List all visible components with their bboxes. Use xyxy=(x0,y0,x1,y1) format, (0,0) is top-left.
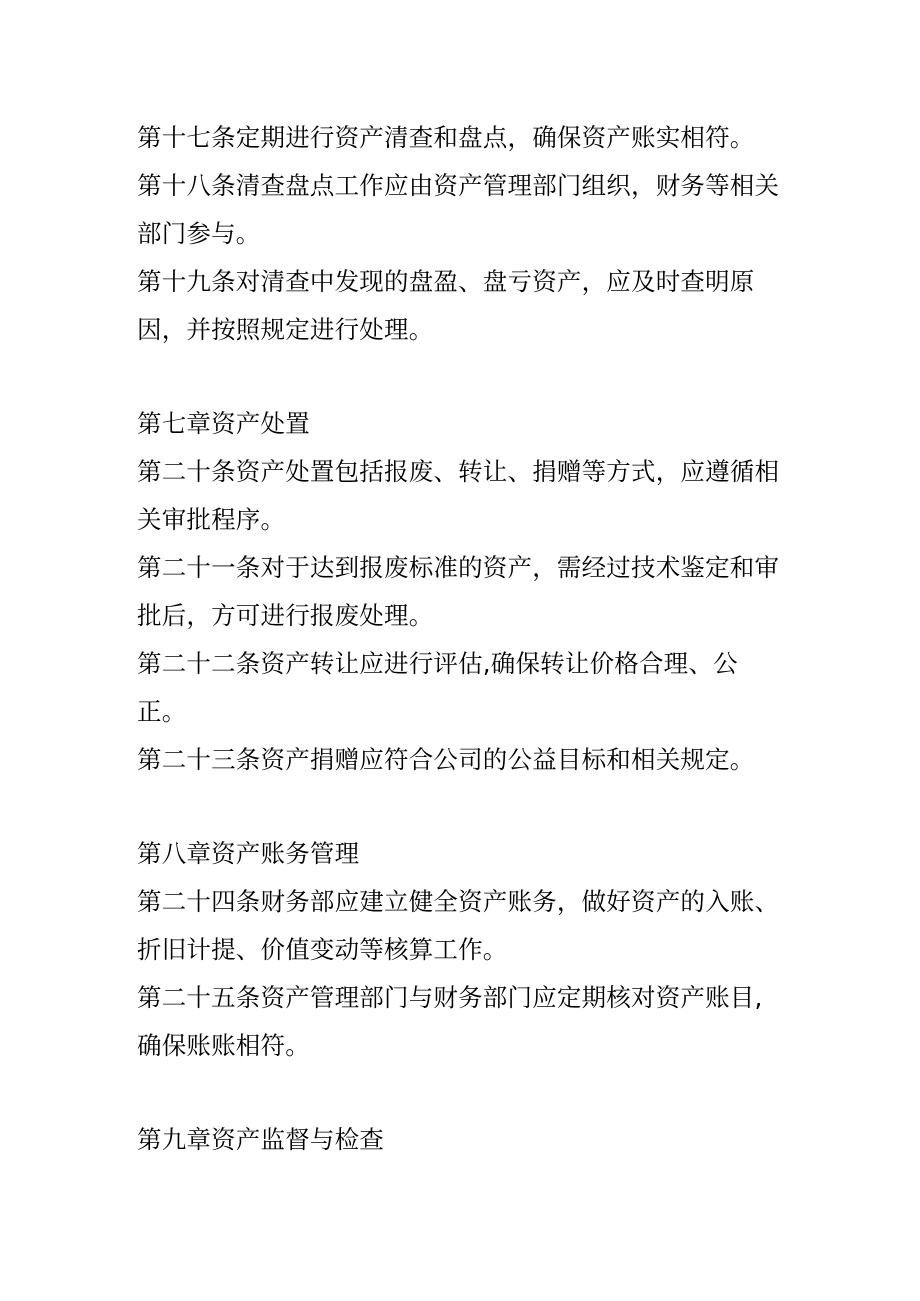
article-20-line-2: 关审批程序。 xyxy=(137,505,286,534)
section-gap xyxy=(137,784,787,830)
article-19-line-1: 第十九条对清查中发现的盘盈、盘亏资产，应及时查明原 xyxy=(137,267,755,296)
chapter-7-heading: 第七章资产处置 xyxy=(137,409,310,438)
article-18-line-1: 第十八条清查盘点工作应由资产管理部门组织，财务等相关 xyxy=(137,171,780,200)
article-22-line-1: 第二十二条资产转让应进行评估,确保转让价格合理、公 xyxy=(137,649,738,678)
article-21-line-1: 第二十一条对于达到报废标准的资产，需经过技术鉴定和审 xyxy=(137,553,780,582)
article-20-line-1: 第二十条资产处置包括报废、转让、捐赠等方式，应遵循相 xyxy=(137,457,780,486)
article-17: 第十七条定期进行资产清查和盘点，确保资产账实相符。 xyxy=(137,123,755,152)
article-18-line-2: 部门参与。 xyxy=(137,219,261,248)
document-body xyxy=(137,114,787,1164)
article-24-line-2: 折旧计提、价值变动等核算工作。 xyxy=(137,935,508,964)
article-21-line-2: 批后，方可进行报废处理。 xyxy=(137,601,434,630)
chapter-9-heading: 第九章资产监督与检查 xyxy=(137,1125,384,1154)
section-gap xyxy=(137,1070,787,1116)
article-23: 第二十三条资产捐赠应符合公司的公益目标和相关规定。 xyxy=(137,745,755,774)
chapter-8-heading: 第八章资产账务管理 xyxy=(137,839,360,868)
section-gap xyxy=(137,354,787,400)
article-25-line-1: 第二十五条资产管理部门与财务部门应定期核对资产账目, xyxy=(137,983,763,1012)
article-24-line-1: 第二十四条财务部应建立健全资产账务，做好资产的入账、 xyxy=(137,887,780,916)
article-19-line-2: 因，并按照规定进行处理。 xyxy=(137,315,434,344)
article-22-line-2: 正。 xyxy=(137,697,187,726)
article-25-line-2: 确保账账相符。 xyxy=(137,1031,310,1060)
